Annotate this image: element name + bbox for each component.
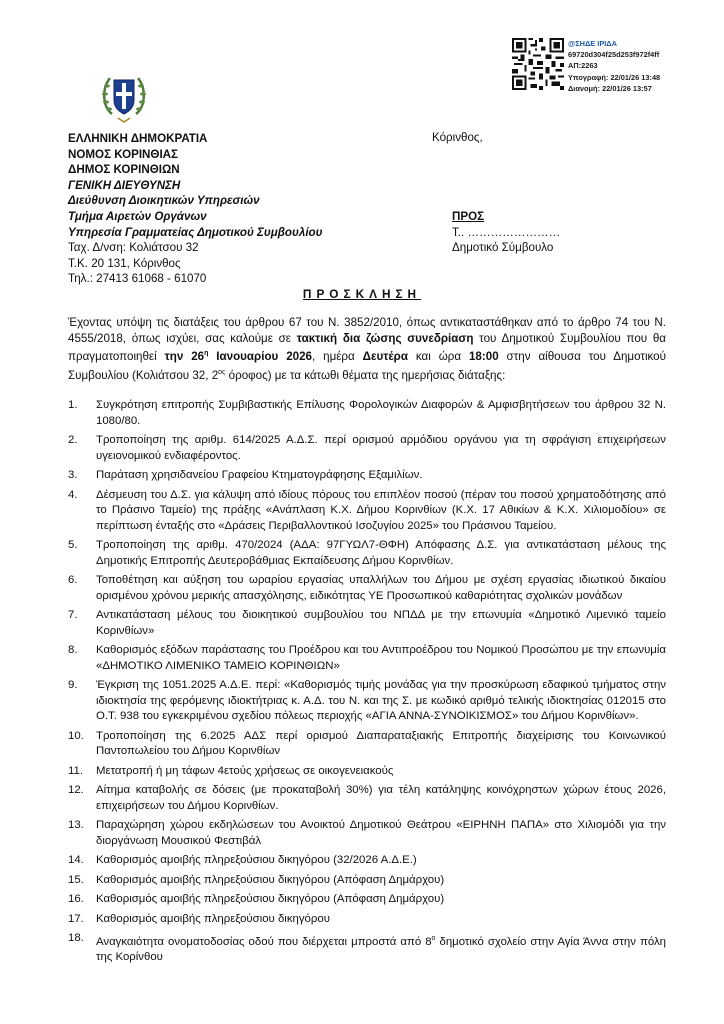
agenda-item [68,912,666,928]
agenda-item-number: 12. [68,784,84,796]
agenda-item [68,433,666,464]
agenda-item [68,573,666,604]
header-line: ΕΛΛΗΝΙΚΗ ΔΗΜΟΚΡΑΤΙΑ [68,132,208,145]
agenda-item [68,873,666,889]
agenda-item [68,643,666,674]
agenda-item-number: 9. [68,679,78,691]
header-postcode: Τ.Κ. 20 131, Κόρινθος [68,256,181,270]
digital-signature-block [568,38,660,94]
agenda-item [68,538,666,569]
intro-text: , ημέρα [312,350,363,364]
agenda-item [68,608,666,639]
agenda-item-text: Αίτημα καταβολής σε δόσεις (με προκαταβολή 30%) για τέλη κατάληψης κοινόχρηστων χώρων έτους 2026, επιχειρήσεων του Δήμου Κορινθίων. [96,784,666,812]
agenda-item [68,931,666,966]
intro-text: και ώρα [407,350,469,364]
header-phone: Τηλ.: 27413 61068 - 61070 [68,272,207,286]
agenda-item-number: 16. [68,893,84,905]
meeting-time: 18:00 [468,350,499,364]
agenda-item-text: Έγκριση της 1051.2025 Α.Δ.Ε. περί: «Καθορισμός τιμής μονάδας για την προσκύρωση εδαφικού τμήματος στην ιδιοκτησία της φερόμενης ιδιοκτήτριας κ. Α.Δ. του Ν. και της Σ. με κωδικό αριθμό τελικής ιδιοκτησίας 012015 στο Ο.Τ. 938 του εγκεκριμένου σχεδίου πόλεως περιοχής «ΑΓΙΑ ΑΝΝΑ-ΣΥΝΟΙΚΙΣΜΟΣ» του Δήμου Κορινθίων». [96,679,666,722]
agenda-item-number: 8. [68,644,78,656]
agenda-list [68,398,666,970]
agenda-item [68,468,666,484]
signature-brand: @ΣΗΔΕ ΙΡΙΔΑ [568,39,617,48]
agenda-item-number: 14. [68,854,84,866]
agenda-item-text: Τροποποίηση της αριθμ. 470/2024 (ΑΔΑ: 97ΓΥΩΛ7-ΘΦΗ) Απόφασης Δ.Σ. για αντικατάσταση μέλους της Δημοτικής Επιτροπής Δευτεροβάθμιας Εκπαίδευσης Δήμου Κορινθίων. [96,539,666,567]
recipient-role: Δημοτικό Σύμβουλο [452,241,554,255]
agenda-item-text: Τροποποίηση της 6.2025 ΑΔΣ περί ορισμού Διαπαραταξιακής Επιτροπής διαχείρισης του Κοινωνικού Παντοπωλείου του Δήμου Κορινθίων [96,729,666,757]
agenda-item-number: 17. [68,912,84,925]
agenda-item-text: Καθορισμός αμοιβής πληρεξούσιου δικηγόρου (Απόφαση Δημάρχου) [96,873,445,886]
agenda-item-text: Καθορισμός αμοιβής πληρεξούσιου δικηγόρου (32/2026 Α.Δ.Ε.) [96,854,417,866]
agenda-item-number: 6. [68,574,78,586]
agenda-item-number: 7. [68,609,78,621]
recipient-block [452,209,560,256]
signature-distributed-date: Διανομή: 22/01/26 13:57 [568,83,652,93]
intro-text: στην αίθουσα του Δημοτικού Συμβουλίου (Κολιάτσου 32, 2 [68,350,666,382]
agenda-item [68,398,666,429]
recipient-line: Τ.. …………………… [452,225,561,239]
document-title: ΠΡΟΣΚΛΗΣΗ [302,287,422,301]
header-address: Ταχ. Δ/νση: Κολιάτσου 32 [68,241,199,255]
agenda-item [68,488,666,535]
agenda-item [68,783,666,814]
greek-emblem-icon [98,66,150,126]
agenda-item-number: 11. [68,764,83,777]
agenda-item-text: Καθορισμός εξόδων παράστασης του Προέδρου και του Αντιπροέδρου του Νομικού Προσώπου με την επωνυμία «ΔΗΜΟΤΙΚΟ ΛΙΜΕΝΙΚΟ ΤΑΜΕΙΟ ΚΟΡΙΝΘΙΩΝ» [96,644,666,672]
agenda-item [68,729,666,760]
meeting-type: τακτική δια ζώσης συνεδρίαση [296,331,474,345]
intro-text: Έχοντας υπόψη τις διατάξεις του άρθρου 67 του Ν. 3852/2010, όπως αντικαταστάθηκαν από το άρθρο 74 του Ν. 4555/2018, όπως ισχύει, σας καλούμε σε [68,316,666,345]
agenda-item-text: Αντικατάσταση μέλους του διοικητικού συμβουλίου του ΝΠΔΔ με την επωνυμία «Δημοτικό Λιμενικό ταμείο Κορινθίων» [96,609,666,637]
agenda-item-text: Καθορισμός αμοιβής πληρεξούσιου δικηγόρου [96,912,330,925]
agenda-item-text: Τροποποίηση της αριθμ. 614/2025 Α.Δ.Σ. περί ορισμού αρμόδιου οργάνου για τη σφράγιση επιχειρήσεων υγειονομικού ενδιαφέροντος. [96,434,666,462]
agenda-item-text: Παραχώρηση χώρου εκδηλώσεων του Ανοικτού Δημοτικού Θεάτρου «ΕΙΡΗΝΗ ΠΑΠΑ» στο Χιλιομόδι για την διοργάνωση Μουσικού Φεστιβάλ [96,819,666,847]
agenda-item-text: Μετατροπή ή μη τάφων 4ετούς χρήσεως σε οικογενειακούς [96,764,394,777]
intro-text: του Δημοτικού Συμβουλίου που θα πραγματοποιηθεί [68,331,666,364]
agenda-item [68,853,666,869]
header-line: ΔΗΜΟΣ ΚΟΡΙΝΘΙΩΝ [68,163,180,177]
agenda-item [68,764,666,780]
agenda-item-number: 5. [68,539,78,551]
header-line: Τμήμα Αιρετών Οργάνων [68,209,207,223]
header-line: Υπηρεσία Γραμματείας Δημοτικού Συμβουλίου [68,225,323,239]
agenda-item [68,818,666,849]
agenda-item-number: 10. [68,729,84,742]
intro-text: όροφος) με τα κάτωθι θέματα της ημερήσιας διάταξης: [225,368,506,382]
agenda-item-number: 15. [68,873,84,886]
issuer-header [68,131,322,287]
meeting-date: την $26^\eta$ Ιανουαρίου 2026 [164,350,312,364]
document-place: Κόρινθος, [432,131,483,144]
agenda-item-number: 3. [68,469,78,481]
intro-paragraph [68,315,666,383]
header-line: Διεύθυνση Διοικητικών Υπηρεσιών [68,194,260,208]
signature-hash: 69720d304f25d253f972f4ff [568,50,660,60]
agenda-item-text: Παράταση χρησιδανείου Γραφείου Κτηματογράφησης Εξαμιλίων. [96,469,423,481]
agenda-item-number: 18. [68,932,84,944]
agenda-item-number: 2. [68,434,78,446]
agenda-item-text: Καθορισμός αμοιβής πληρεξούσιου δικηγόρου (Απόφαση Δημάρχου) [96,893,445,905]
meeting-day: Δευτέρα [362,350,408,364]
agenda-item [68,892,666,908]
agenda-item-text: Τοποθέτηση και αύξηση του ωραρίου εργασίας υπαλλήλων του Δήμου με σχέση εργασίας ιδιωτικού δικαίου ορισμένου χρόνου μερικής απασχόλησης, ειδικότητας ΥΕ Προσωπικού καθαριότητας σχολικών μονάδων [96,574,666,602]
header-line: ΓΕΝΙΚΗ ΔΙΕΥΘΥΝΣΗ [68,178,181,192]
agenda-item-number: 1. [68,399,78,411]
agenda-item-number: 4. [68,488,78,501]
signature-protocol: ΑΠ:2263 [568,61,598,71]
agenda-item-text: Συγκρότηση επιτροπής Συμβιβαστικής Επίλυσης Φορολογικών Διαφορών & Αμφισβητήσεων του άρθρου 32 Ν. 1080/80. [96,399,666,427]
recipient-label: ΠΡΟΣ [452,210,485,223]
agenda-item-number: 13. [68,819,84,831]
agenda-item-text: Αναγκαιότητα ονοματοδοσίας οδού που διέρχεται μπροστά από $8^o$ δημοτικό σχολείο στην Αγία Άννα στην πόλη της Κορίνθου [96,935,666,964]
agenda-item-text: Δέσμευση του Δ.Σ. για κάλυψη από ιδίους πόρους του επιπλέον ποσού (πέραν του ποσού χρηματοδότησης από το Πράσινο Ταμείο) της πράξης «Ανάπλαση Κ.Χ. Δήμου Κορινθίων (Κ.Χ. 17 Αθικίων & Κ.Χ. Χιλιομοδίου» σε περίπτωση ένταξής στο «Δράσεις Περιβαλλοντικού Ισοζυγίου 2025» του Πράσινου Ταμείου. [96,488,666,532]
agenda-item [68,678,666,725]
header-line: ΝΟΜΟΣ ΚΟΡΙΝΘΙΑΣ [68,147,178,161]
floor-suffix: ος [218,368,226,376]
qr-code [512,38,564,90]
signature-signed-date: Υπογραφή: 22/01/26 13:48 [568,72,661,82]
